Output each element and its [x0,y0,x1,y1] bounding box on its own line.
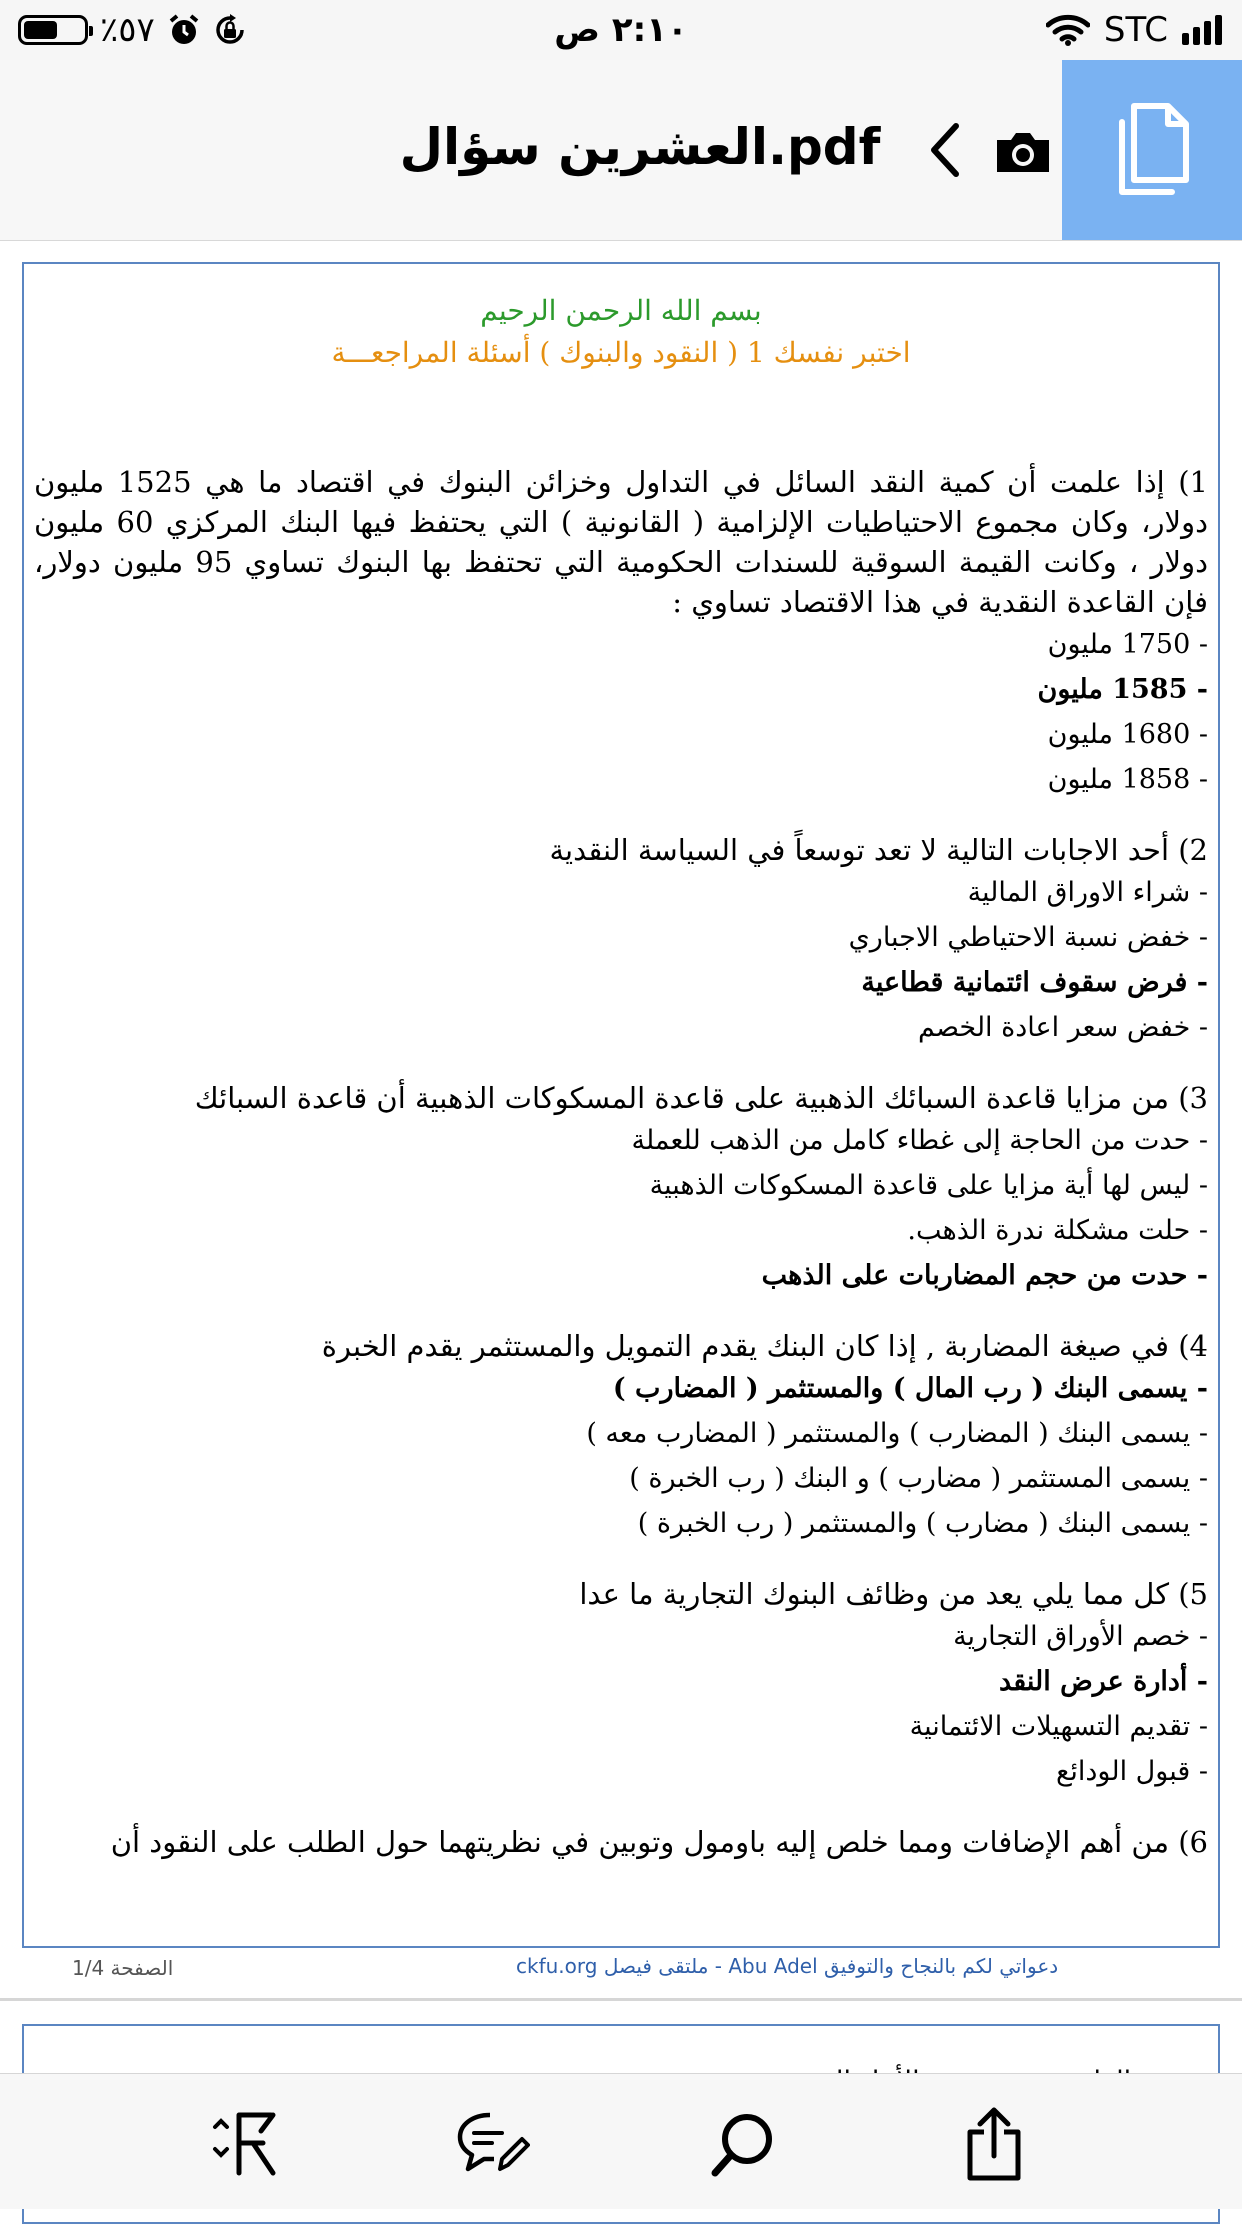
answer-option-correct: - 1585 مليون [1037,674,1208,705]
status-right [1046,10,1222,50]
question-spacer [34,1050,1208,1078]
exam-subtitle: اختبر نفسك 1 ( النقود والبنوك ) أسئلة المراجعـــة [331,336,911,369]
questions-list [34,462,1208,1862]
question-block [34,1822,1208,1862]
question-text: 5) كل مما يلي يعد من وظائف البنوك التجارية ما عدا [579,1577,1208,1611]
tools-button[interactable] [206,2104,286,2184]
wifi-icon [1046,14,1090,46]
bottom-toolbar [0,2073,1242,2209]
question-block [34,1574,1208,1794]
camera-button[interactable] [978,112,1068,192]
answer-option: - يسمى البنك ( المضارب ) والمستثمر ( المضارب معه ) [586,1418,1208,1449]
tools-icon [211,2109,281,2179]
share-button[interactable] [954,2104,1034,2184]
signal-icon [1182,15,1222,45]
answer-option-correct: - فرض سقوف ائتمانية قطاعية [861,967,1208,998]
document-icon [1112,102,1192,198]
answer-option: - تقديم التسهيلات الائتمانية [909,1711,1208,1742]
answer-option: - 1680 مليون [1047,719,1208,750]
comment-button[interactable] [452,2104,532,2184]
page-footer [22,1952,1220,1982]
page-number: الصفحة 1/4 [72,1956,174,1980]
pdf-page[interactable] [22,262,1220,1948]
answer-option: - 1858 مليون [1047,764,1208,795]
answer-option: - خفض سعر اعادة الخصم [918,1012,1208,1043]
answer-option: - 1750 مليون [1047,629,1208,660]
status-time: ٢:١٠ ص [554,10,688,50]
answer-option: - يسمى البنك ( مضارب ) والمستثمر ( رب الخبرة ) [637,1508,1208,1539]
question-text: 6) من أهم الإضافات ومما خلص إليه باومول وتوبين في نظريتهما حول الطلب على النقود أن [110,1825,1208,1859]
basmala-heading: بسم الله الرحمن الرحيم [480,294,762,327]
answer-option: - يسمى المستثمر ( مضارب ) و البنك ( رب الخبرة ) [629,1463,1208,1494]
question-spacer [34,1298,1208,1326]
answer-option-correct: - أدارة عرض النقد [999,1666,1208,1697]
footer-note: دعواتي لكم بالنجاح والتوفيق Abu Adel - ملتقى فيصل ckfu.org [516,1954,1059,1978]
answer-option-correct: - حدت من حجم المضاربات على الذهب [761,1260,1208,1291]
chevron-left-icon [924,120,964,180]
page-divider [0,1998,1242,2001]
question-text: 1) إذا علمت أن كمية النقد السائل في التداول وخزائن البنوك في اقتصاد ما هي 1525 مليون دولار، وكان مجموع الاحتياطيات الإلزامية ( القانونية ) التي يحتفظ فيها البنك المركزي 60 مليون دولار ، وكانت القيمة السوقية للسندات الحكومية التي تحتفظ بها البنوك تساوي 95 مليون دولار، فإن القاعدة النقدية في هذا الاقتصاد تساوي : [34,465,1209,619]
question-block [34,1078,1208,1298]
document-title: العشرين سؤال.pdf [399,118,881,176]
answer-option: - حلت مشكلة ندرة الذهب. [907,1215,1208,1246]
question-text: 3) من مزايا قاعدة السبائك الذهبية على قاعدة المسكوكات الذهبية أن قاعدة السبائك [194,1081,1208,1115]
answer-option: - قبول الودائع [1056,1756,1208,1787]
top-toolbar [0,60,1242,241]
status-bar [0,0,1242,60]
search-icon [709,2109,779,2179]
question-text: 4) في صيغة المضاربة , إذا كان البنك يقدم التمويل والمستثمر يقدم الخبرة [321,1329,1208,1363]
camera-icon [993,128,1053,176]
answer-option: - حدت من الحاجة إلى غطاء كامل من الذهب للعملة [631,1125,1208,1156]
carrier-name: STC [1103,10,1168,50]
question-block [34,462,1208,802]
answer-option: - خصم الأوراق التجارية [953,1621,1208,1652]
question-spacer [34,802,1208,830]
question-block [34,1326,1208,1546]
answer-option: - خفض نسبة الاحتياطي الاجباري [848,922,1208,953]
battery-percent: ٪٥٧ [100,10,155,50]
answer-option: - شراء الاوراق المالية [967,877,1208,908]
documents-button[interactable] [1062,60,1242,240]
question-spacer [34,1546,1208,1574]
question-spacer [34,1794,1208,1822]
question-text: 2) أحد الاجابات التالية لا تعد توسعاً في السياسة النقدية [549,833,1208,867]
question-block [34,830,1208,1050]
comment-icon [454,2109,530,2179]
search-button[interactable] [704,2104,784,2184]
share-icon [964,2106,1024,2182]
answer-option: - ليس لها أية مزايا على قاعدة المسكوكات الذهبية [649,1170,1208,1201]
answer-option-correct: - يسمى البنك ( رب المال ) والمستثمر ( المضارب ) [612,1373,1208,1404]
back-button[interactable] [904,110,984,190]
